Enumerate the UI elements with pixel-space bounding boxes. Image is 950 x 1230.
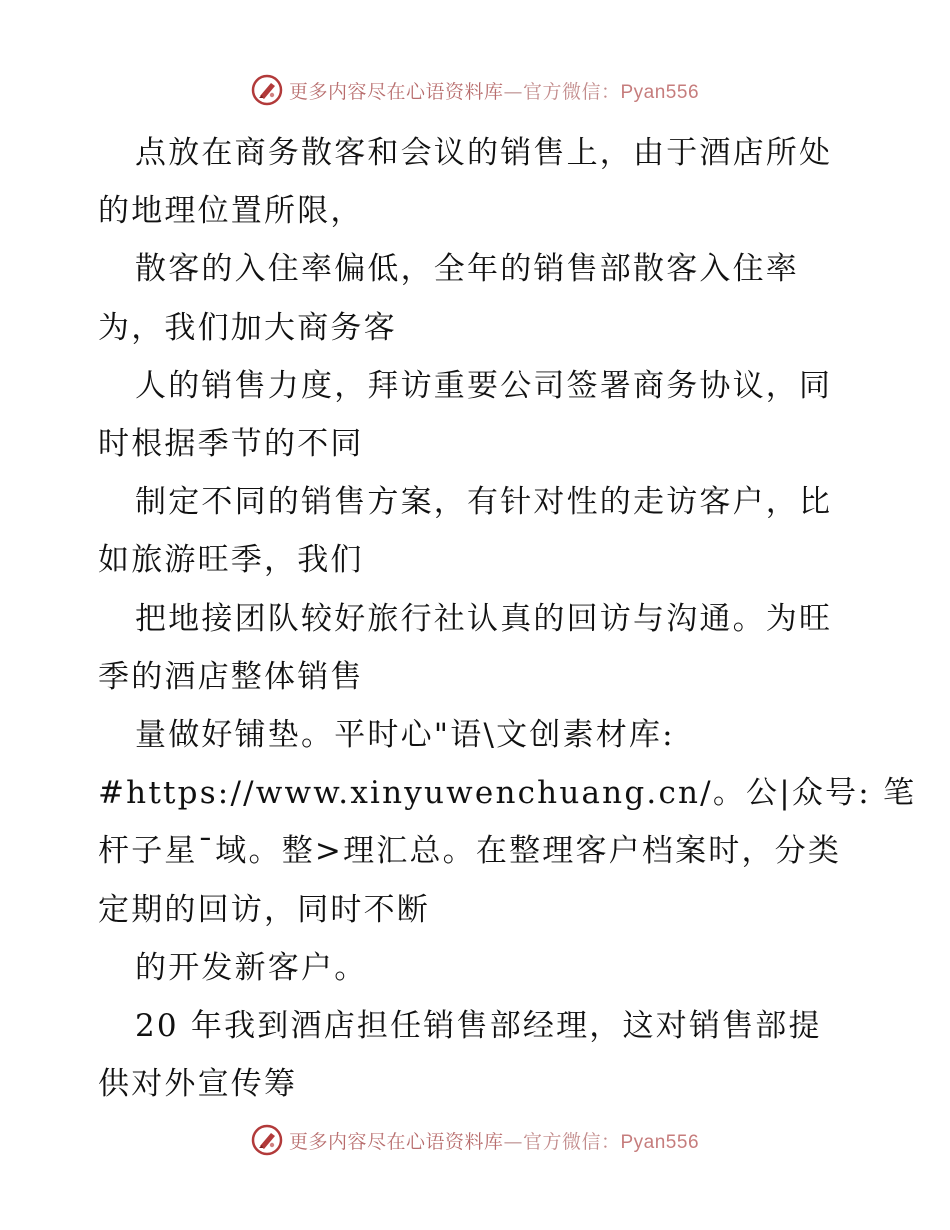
text-line: 人的销售力度，拜访重要公司签署商务协议，同 bbox=[135, 367, 833, 404]
banner-main-text: 更多内容尽在心语资料库 bbox=[288, 1130, 504, 1153]
text-line: #https://www.xinyuwenchuang.cn/。公|众号: 笔 bbox=[98, 775, 917, 812]
text-line: 的开发新客户。 bbox=[135, 949, 368, 986]
banner-weixin-label: 官方微信： bbox=[522, 1130, 621, 1153]
banner-weixin-label: 官方微信： bbox=[522, 80, 621, 103]
banner-text bbox=[289, 1127, 699, 1154]
banner-separator: — bbox=[503, 1130, 523, 1153]
text-line: 时根据季节的不同 bbox=[98, 426, 364, 463]
text-line: 制定不同的销售方案，有针对性的走访客户，比 bbox=[135, 484, 833, 521]
text-line: 量做好铺垫。平时心"语\文创素材库: bbox=[135, 717, 675, 754]
text-line: 点放在商务散客和会议的销售上，由于酒店所处 bbox=[135, 135, 833, 171]
text-line: 散客的入住率偏低，全年的销售部散客入住率 bbox=[135, 251, 799, 288]
banner-separator: — bbox=[503, 80, 523, 103]
banner-text bbox=[289, 77, 699, 104]
text-line: 为，我们加大商务客 bbox=[98, 309, 397, 346]
logo-icon bbox=[251, 74, 283, 106]
text-line: 供对外宣传筹 bbox=[98, 1066, 298, 1103]
document-body bbox=[98, 124, 917, 1113]
text-line: 把地接团队较好旅行社认真的回访与沟通。为旺 bbox=[135, 600, 833, 637]
text-line: 杆子星¯域。整>理汇总。在整理客户档案时，分类 bbox=[98, 833, 842, 870]
text-line: 的地理位置所限， bbox=[98, 193, 364, 230]
banner-wechat-id: Pyan556 bbox=[620, 1131, 700, 1153]
text-line: 定期的回访，同时不断 bbox=[98, 891, 430, 928]
text-line: 20 年我到酒店担任销售部经理，这对销售部提 bbox=[135, 1008, 822, 1045]
logo-icon bbox=[251, 1124, 283, 1156]
footer-banner bbox=[0, 1120, 950, 1160]
banner-wechat-id: Pyan556 bbox=[620, 81, 700, 103]
text-line: 如旅游旺季，我们 bbox=[98, 542, 364, 579]
header-banner bbox=[0, 70, 950, 110]
banner-main-text: 更多内容尽在心语资料库 bbox=[288, 80, 504, 103]
text-line: 季的酒店整体销售 bbox=[98, 658, 364, 695]
